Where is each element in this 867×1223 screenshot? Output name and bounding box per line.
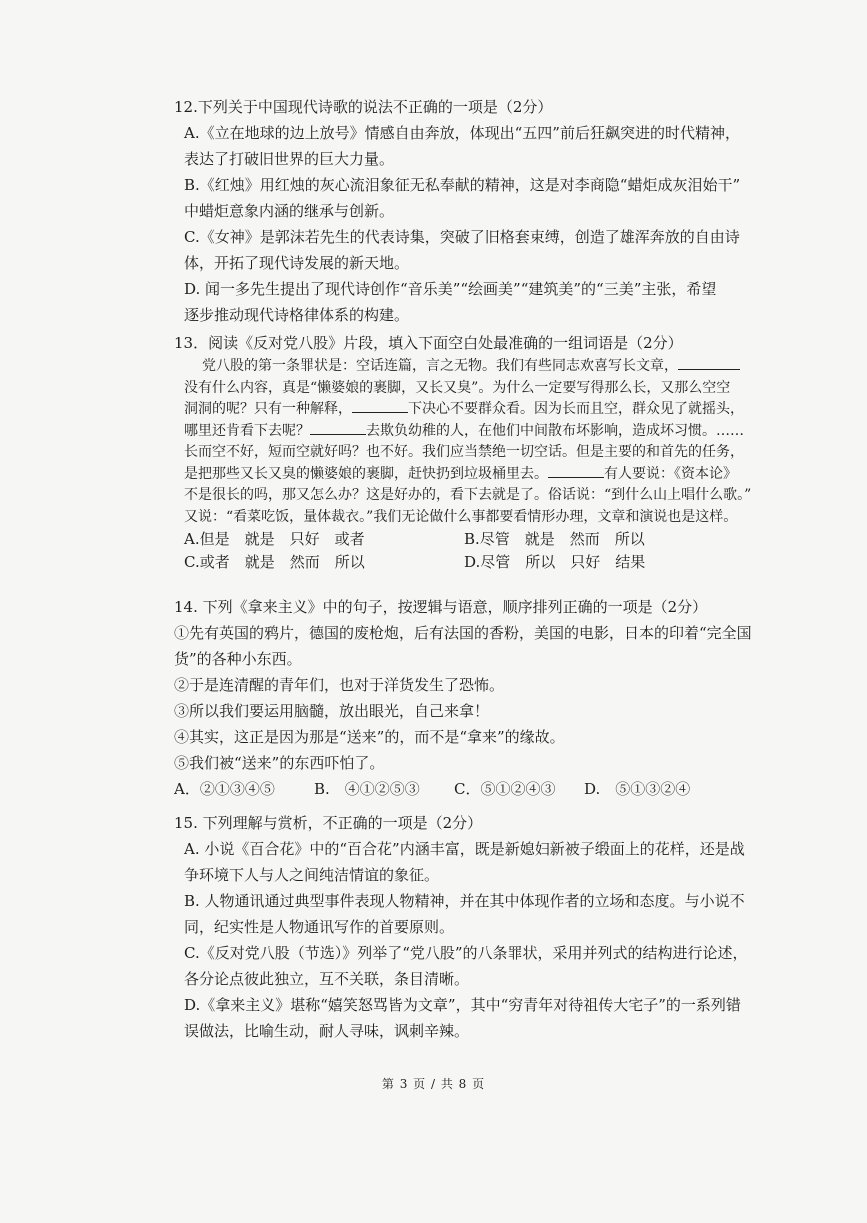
answer-blank-3	[310, 422, 366, 435]
passage-line: 党八股的第一条罪状是：空话连篇，言之无物。我们有些同志欢喜写长文章，	[174, 356, 784, 378]
question-12	[174, 94, 784, 328]
passage-line: 长而空不好，短而空就好吗？也不好。我们应当禁绝一切空话。但是主要的和首先的任务，	[184, 444, 744, 460]
q15-option-b: B. 人物通讯通过典型事件表现人物精神，并在其中体现作者的立场和态度。与小说不	[184, 892, 745, 910]
passage-line: 没有什么内容，真是“懒婆娘的裹脚，又长又臭”。为什么一定要写得那么长，又那么空空	[184, 379, 731, 396]
q14-sentence-2: ②于是连清醒的青年们，也对于洋货发生了恐怖。	[174, 676, 505, 694]
passage-line: 洞洞的呢？只有一种解释， 下决心不要群众看。因为长而且空，群众见了就摇头，	[184, 401, 744, 417]
q14-options	[174, 776, 784, 802]
passage-line: 哪里还肯看下去呢？ 去欺负幼稚的人，在他们中间散布坏影响，造成坏习惯。……	[184, 422, 744, 439]
question-15	[174, 810, 784, 1044]
question-13	[174, 330, 784, 574]
q15-option-d-cont: 误做法，比喻生动，耐人寻味，讽刺辛辣。	[184, 1022, 470, 1040]
q14-sentence-1: ①先有英国的鸦片，德国的废枪炮，后有法国的香粉，美国的电影，日本的印着“完全国	[174, 624, 752, 642]
q14-sentence-3: ③所以我们要运用脑髓，放出眼光，自己来拿！	[174, 702, 490, 720]
q12-option-a-cont: 表达了打破旧世界的巨大力量。	[184, 150, 395, 168]
q15-option-c: C.《反对党八股（节选）》列举了“党八股”的八条罪状，采用并列式的结构进行论述，	[184, 944, 748, 962]
q12-option-d: D. 闻一多先生提出了现代诗创作“音乐美”“绘画美”“建筑美”的“三美”主张，希望	[184, 280, 717, 298]
q12-option-d-cont: 逐步推动现代诗格律体系的构建。	[184, 306, 410, 324]
q13-option-c: C.或者 就是 然而 所以	[184, 553, 365, 571]
q14-sentence-4: ④其实，这正是因为那是“送来”的，而不是“拿来”的缘故。	[174, 728, 565, 746]
question-15-title: 15. 下列理解与赏析，不正确的一项是（2分）	[174, 814, 483, 832]
q12-option-c-cont: 体，开拓了现代诗发展的新天地。	[184, 254, 410, 272]
q14-option-d: D. ⑤①③②④	[584, 780, 691, 798]
question-13-title: 13．阅读《反对党八股》片段，填入下面空白处最准确的一组词语是（2分）	[174, 334, 683, 352]
q13-option-b: B.尽管 就是 然而 所以	[464, 530, 645, 548]
answer-blank-1	[678, 357, 740, 370]
q15-option-d: D.《拿来主义》堪称“嬉笑怒骂皆为文章”，其中“穷青年对待祖传大宅子”的一系列错	[184, 996, 741, 1014]
q12-option-a: A.《立在地球的边上放号》情感自由奔放，体现出“五四”前后狂飙突进的时代精神，	[184, 124, 740, 142]
q14-option-b: B. ④①②⑤③	[314, 780, 420, 798]
q14-option-c: C．⑤①②④③	[454, 780, 556, 798]
passage-line: 不是很长的吗，那又怎么办？这是好办的，看下去就是了。俗话说：“到什么山上唱什么歌。”	[184, 487, 752, 503]
q15-option-a: A. 小说《百合花》中的“百合花”内涵丰富，既是新媳妇新被子缎面上的花样，还是战	[184, 840, 745, 858]
page-number: 第 3 页 / 共 8 页	[381, 1077, 486, 1091]
q15-option-c-cont: 各分论点彼此独立，互不关联，条目清晰。	[184, 970, 470, 988]
q13-option-d: D.尽管 所以 只好 结果	[464, 553, 646, 571]
question-14-title: 14. 下列《拿来主义》中的句子，按逻辑与语意，顺序排列正确的一项是（2分）	[174, 598, 708, 616]
passage-line: 是把那些又长又臭的懒婆娘的裹脚，赶快扔到垃圾桶里去。 有人要说：《资本论》	[184, 465, 737, 482]
q15-option-a-cont: 争环境下人与人之间纯洁情谊的象征。	[184, 866, 440, 884]
question-14	[174, 594, 784, 802]
q14-sentence-1-cont: 货”的各种小东西。	[174, 650, 302, 668]
answer-blank-2	[352, 400, 408, 413]
q13-options	[174, 528, 784, 574]
q15-option-b-cont: 同，纪实性是人物通讯写作的首要原则。	[184, 918, 455, 936]
answer-blank-4	[548, 465, 604, 478]
q12-option-b: B.《红烛》用红烛的灰心流泪象征无私奉献的精神，这是对李商隐“蜡炬成灰泪始干”	[184, 176, 741, 194]
q12-option-c: C.《女神》是郭沫若先生的代表诗集，突破了旧格套束缚，创造了雄浑奔放的自由诗	[184, 228, 740, 246]
q12-option-b-cont: 中蜡炬意象内涵的继承与创新。	[184, 202, 395, 220]
q13-option-a: A.但是 就是 只好 或者	[184, 530, 365, 548]
passage-line: 又说：“看菜吃饭，量体裁衣。”我们无论做什么事都要看情形办理，文章和演说也是这样。	[184, 508, 738, 525]
q14-sentence-5: ⑤我们被“送来”的东西吓怕了。	[174, 754, 385, 772]
question-12-title: 12.下列关于中国现代诗歌的说法不正确的一项是（2分）	[174, 98, 553, 116]
q14-option-a: A．②①③④⑤	[174, 780, 275, 798]
q13-passage	[174, 356, 784, 528]
